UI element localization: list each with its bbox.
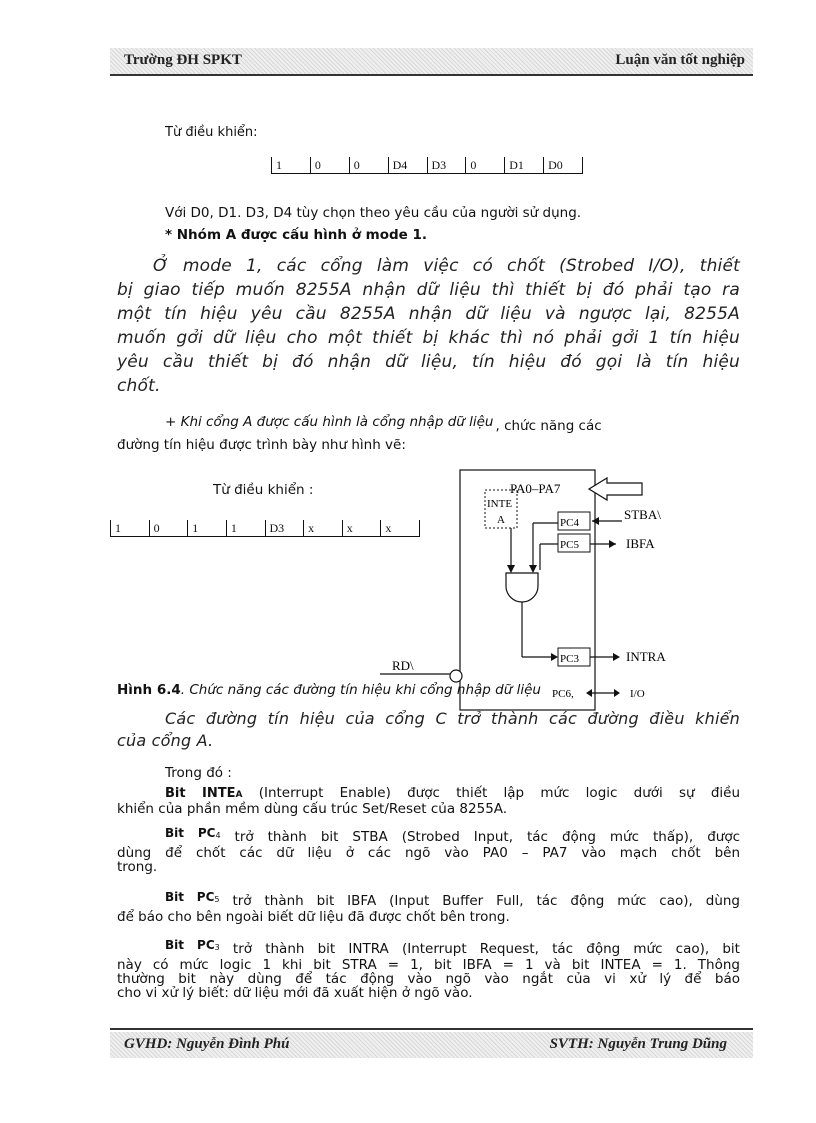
bit-pc5-line: để báo cho bên ngoài biết dữ liệu đã được chốt bên trong.	[117, 909, 510, 925]
pc3-label: PC3	[560, 653, 579, 665]
reg2-bit: x	[381, 520, 420, 537]
stb-label: STBA\	[624, 507, 661, 522]
reg1-bit: D3	[427, 157, 466, 174]
intr-arrow	[613, 653, 620, 661]
input-case-rest: , chức năng các	[495, 418, 602, 434]
bit-pc4-name: Bit PC	[165, 826, 216, 840]
reg1-bit: D0	[544, 157, 583, 174]
bit-pc5-name: Bit PC	[165, 890, 215, 904]
reg2-bit: x	[342, 520, 381, 537]
control-word-label: Từ điều khiển:	[165, 125, 258, 140]
signal-line: Các đường tín hiệu của cổng C trở thành các đường điều khiển	[165, 709, 740, 728]
header-school: Trường ĐH SPKT	[124, 52, 242, 68]
figure-number: Hình 6.4	[117, 682, 181, 698]
bit-pc4-line: trở thành bit STBA (Strobed Input, tác động mức thấp), được	[234, 829, 741, 845]
intro-paragraph	[117, 254, 740, 398]
intr-label: INTRA	[626, 649, 666, 664]
bit-pc3-sub: 3	[214, 943, 220, 952]
bit-pc4-desc	[117, 826, 741, 875]
input-case-line2: đường tín hiệu được trình bày như hình vẽ:	[117, 437, 406, 453]
io-label: I/O	[630, 688, 645, 700]
pc4-label: PC4	[560, 517, 579, 529]
bit-pc5-desc	[117, 890, 741, 925]
bit-pc3-line: cho vi xử lý biết: dữ liệu mới đã xuất hiện ở ngõ vào.	[117, 985, 473, 1001]
reg2-bit: 1	[188, 520, 227, 537]
reg1-bit: 0	[310, 157, 349, 174]
bit-inte-sub: A	[235, 790, 243, 800]
reg2-bit: D3	[265, 520, 304, 537]
page-footer	[110, 1032, 753, 1058]
signal-line: của cổng A.	[117, 731, 214, 750]
control-word-register-2	[110, 520, 420, 537]
pa-label: PA0–PA7	[510, 481, 561, 496]
figure-caption	[117, 682, 541, 699]
bit-pc4-sub: 4	[215, 831, 221, 840]
bit-inte-desc	[117, 786, 740, 816]
reg2-bit: 1	[226, 520, 265, 537]
reg2-bit: x	[304, 520, 343, 537]
intro-line: muốn gởi dữ liệu cho một thiết bị khác thì nó phải gởi 1 tín hiệu	[117, 328, 740, 348]
intro-line: yêu cầu thiết bị đó nhận dữ liệu, tín hiệu đó gọi là tín hiệu	[117, 352, 740, 372]
inte-label-1: INTE	[487, 498, 513, 510]
reg1-bit: D1	[505, 157, 544, 174]
pc6-label: PC6,	[552, 688, 574, 700]
bit-pc3-line: trở thành bit INTRA (Interrupt Request, tác động mức cao), bit	[232, 941, 740, 957]
bit-pc3-desc	[117, 938, 740, 1001]
input-case-italic: + Khi cổng A được cấu hình là cổng nhập dữ liệu	[165, 414, 494, 430]
page-header	[110, 48, 753, 74]
pc5-label: PC5	[560, 539, 579, 551]
footer-advisor: GVHD: Nguyễn Đình Phú	[124, 1036, 290, 1052]
reg1-bit: 1	[272, 157, 311, 174]
intro-line: chốt.	[117, 376, 161, 396]
control-word-note: Với D0, D1. D3, D4 tùy chọn theo yêu cầu của người sử dụng.	[165, 205, 582, 221]
reg2-bit: 1	[111, 520, 150, 537]
ibf-label: IBFA	[626, 536, 655, 551]
inte-label-2: A	[497, 514, 505, 526]
bit-inte-line: khiển của phần mềm dùng cấu trúc Set/Reset của 8255A.	[117, 801, 508, 817]
ibf-arrow	[609, 540, 616, 548]
intro-line: bị giao tiếp muốn 8255A nhận dữ liệu thì thiết bị đó phải tạo ra	[117, 280, 740, 300]
bit-pc4-line: trong.	[117, 859, 158, 875]
rd-bubble	[450, 670, 462, 682]
header-rule	[110, 74, 753, 76]
reg1-bit: D4	[388, 157, 427, 174]
bit-inte-name: Bit INTE	[165, 786, 236, 801]
signal-paragraph	[117, 708, 740, 752]
port-a-mode1-diagram	[380, 462, 760, 712]
where-label: Trong đó :	[165, 765, 232, 781]
footer-student: SVTH: Nguyễn Trung Dũng	[549, 1036, 727, 1052]
bit-pc3-line: này có mức logic 1 khi bit STRA = 1, bit IBFA = 1 và bit INTEA = 1. Thông	[117, 957, 740, 973]
bit-pc5-sub: 5	[214, 895, 220, 904]
reg1-bit: 0	[466, 157, 505, 174]
and-gate	[506, 573, 538, 602]
intro-line: Ở mode 1, các cổng làm việc có chốt (Strobed I/O), thiết	[153, 256, 740, 276]
input-case-line	[165, 414, 740, 434]
pa-input-arrow	[589, 478, 642, 500]
header-thesis: Luận văn tốt nghiệp	[615, 52, 745, 68]
figure-caption-text: . Chức năng các đường tín hiệu khi cổng nhập dữ liệu	[180, 682, 541, 698]
rd-label: RD\	[392, 658, 414, 673]
bit-inte-line: (Interrupt Enable) được thiết lập mức logic dưới sự điều	[258, 785, 740, 801]
footer-rule	[110, 1028, 753, 1030]
control-word-register-1	[271, 157, 583, 174]
bit-pc3-name: Bit PC	[165, 938, 215, 952]
intro-line: một tín hiệu yêu cầu 8255A nhận dữ liệu và ngược lại, 8255A	[117, 304, 740, 324]
group-a-heading: * Nhóm A được cấu hình ở mode 1.	[165, 227, 428, 243]
bit-pc3-line: thường bit này dùng để tác động vào ngõ vào ngắt của vi xử lý để báo	[117, 971, 740, 987]
bit-pc5-line: trở thành bit IBFA (Input Buffer Full, tác động mức cao), dùng	[232, 893, 741, 909]
bit-pc4-line: dùng để chốt các dữ liệu ở các ngõ vào PA0 – PA7 vào mạch chốt bên	[117, 845, 740, 861]
reg2-bit: 0	[149, 520, 188, 537]
control-word-2-label: Từ điều khiển :	[213, 482, 314, 498]
reg1-bit: 0	[349, 157, 388, 174]
